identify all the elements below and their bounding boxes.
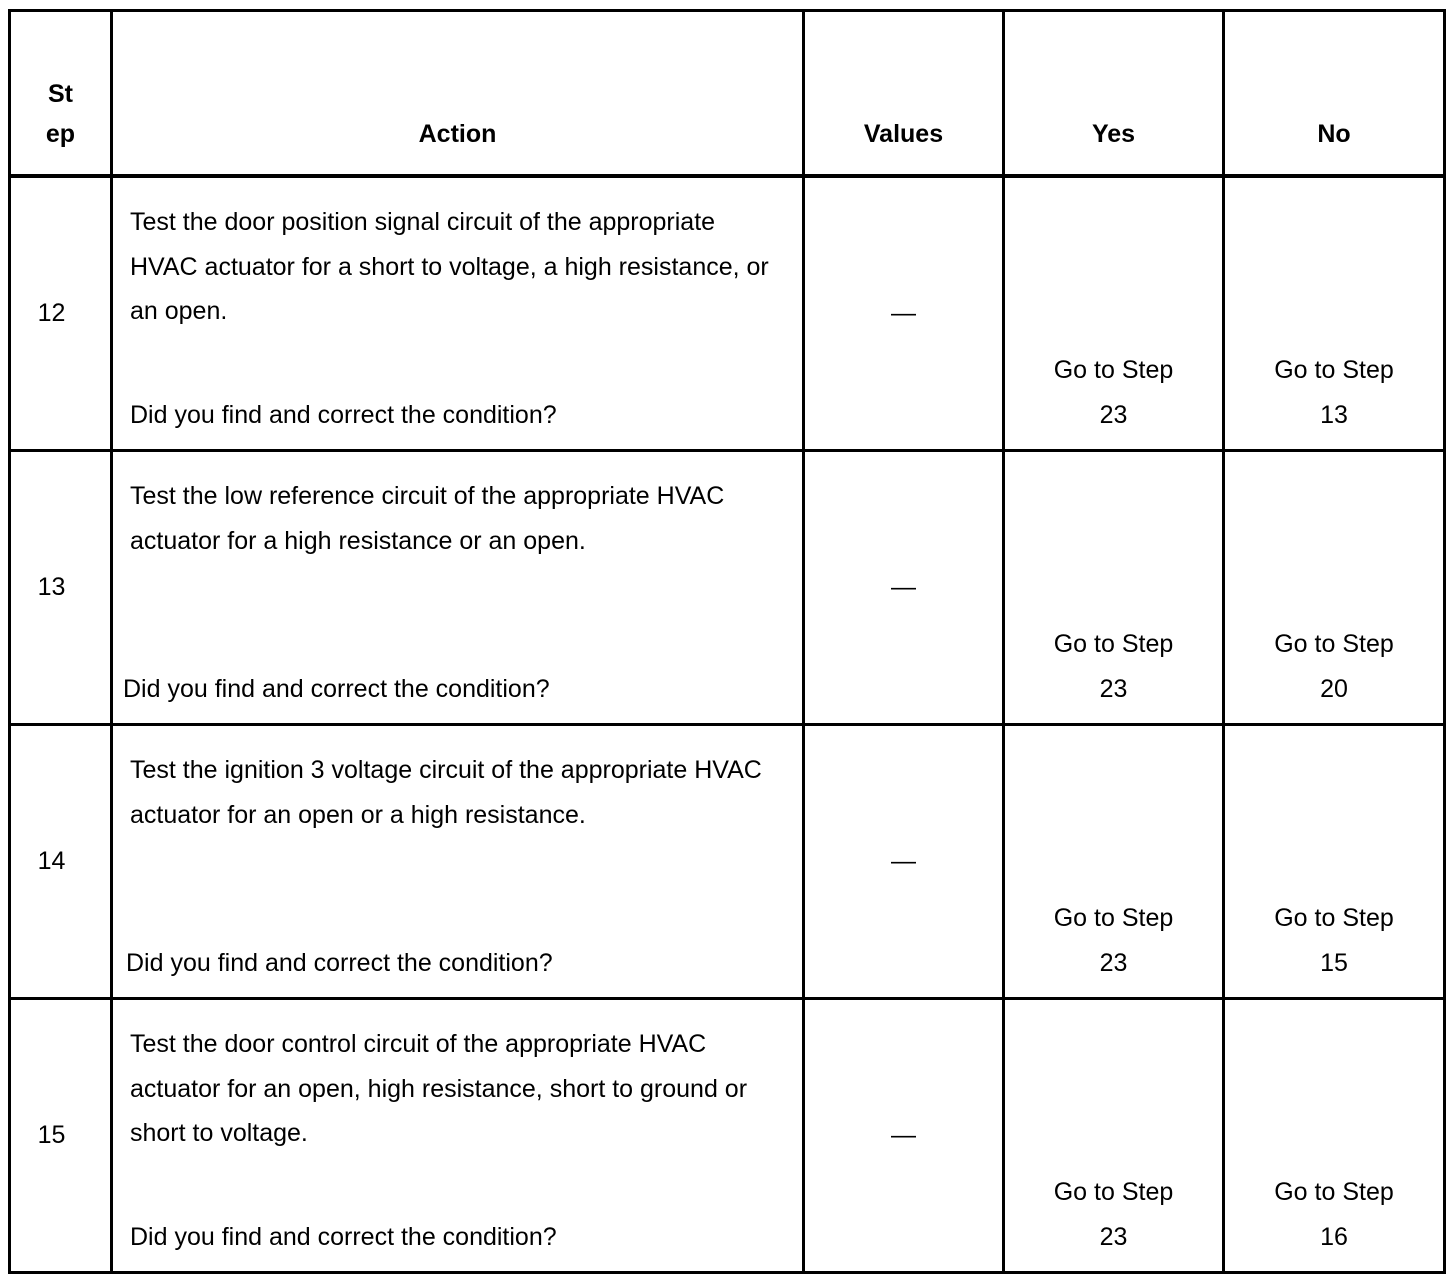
no-cell [1224,999,1445,1273]
yes-step-number: 23 [1099,948,1128,977]
yes-cell [1004,999,1224,1273]
no-go-to-label: Go to Step [1274,630,1394,658]
yes-go-to-label: Go to Step [1053,1178,1174,1206]
action-cell [112,725,804,999]
action-cell [112,176,804,451]
action-question: Did you find and correct the condition? [126,949,553,977]
no-step-number: 15 [1320,948,1348,977]
no-go-to-label: Go to Step [1274,904,1394,932]
action-question: Did you find and correct the condition? [123,675,550,703]
table-row [10,725,1445,999]
action-text: Test the low reference circuit of the appropriate HVAC actuator for a high resistance or an open. [130,482,725,555]
no-go-to-label: Go to Step [1274,356,1394,384]
no-cell [1224,725,1445,999]
yes-go-to-label: Go to Step [1053,356,1174,384]
yes-go-to-label: Go to Step [1053,630,1174,658]
yes-cell [1004,725,1224,999]
no-step-number: 16 [1320,1222,1348,1251]
yes-cell [1004,451,1224,725]
action-cell [112,999,804,1273]
table-row [10,451,1445,725]
header-step-label: St ep [45,80,76,148]
no-cell [1224,451,1445,725]
action-question: Did you find and correct the condition? [130,401,557,429]
table-header [10,11,1445,177]
header-step [10,11,112,177]
action-question: Did you find and correct the condition? [130,1223,557,1251]
table-row [10,999,1445,1273]
step-number: 12 [10,176,112,451]
header-row [10,11,1445,177]
values-cell: — [804,451,1004,725]
header-values: Values [804,11,1004,177]
table-body [10,176,1445,1273]
yes-step-number: 23 [1099,674,1128,703]
no-step-number: 13 [1320,400,1348,429]
action-text: Test the door position signal circuit of the appropriate HVAC actuator for a short to voltage, a high resistance, or an open. [130,208,769,325]
values-cell: — [804,176,1004,451]
diagnostic-table [8,9,1446,1274]
yes-step-number: 23 [1099,400,1128,429]
header-action: Action [112,11,804,177]
no-go-to-label: Go to Step [1274,1178,1394,1206]
action-cell [112,451,804,725]
step-number: 13 [10,451,112,725]
header-yes: Yes [1004,11,1224,177]
action-text: Test the door control circuit of the appropriate HVAC actuator for an open, high resistance, short to ground or short to voltage. [130,1030,748,1147]
step-number: 15 [10,999,112,1273]
header-no: No [1224,11,1445,177]
values-cell: — [804,725,1004,999]
yes-cell [1004,176,1224,451]
step-number: 14 [10,725,112,999]
table-row [10,176,1445,451]
no-cell [1224,176,1445,451]
yes-step-number: 23 [1099,1222,1128,1251]
action-text: Test the ignition 3 voltage circuit of the appropriate HVAC actuator for an open or a high resistance. [130,756,762,829]
no-step-number: 20 [1320,674,1348,703]
values-cell: — [804,999,1004,1273]
yes-go-to-label: Go to Step [1053,904,1174,932]
